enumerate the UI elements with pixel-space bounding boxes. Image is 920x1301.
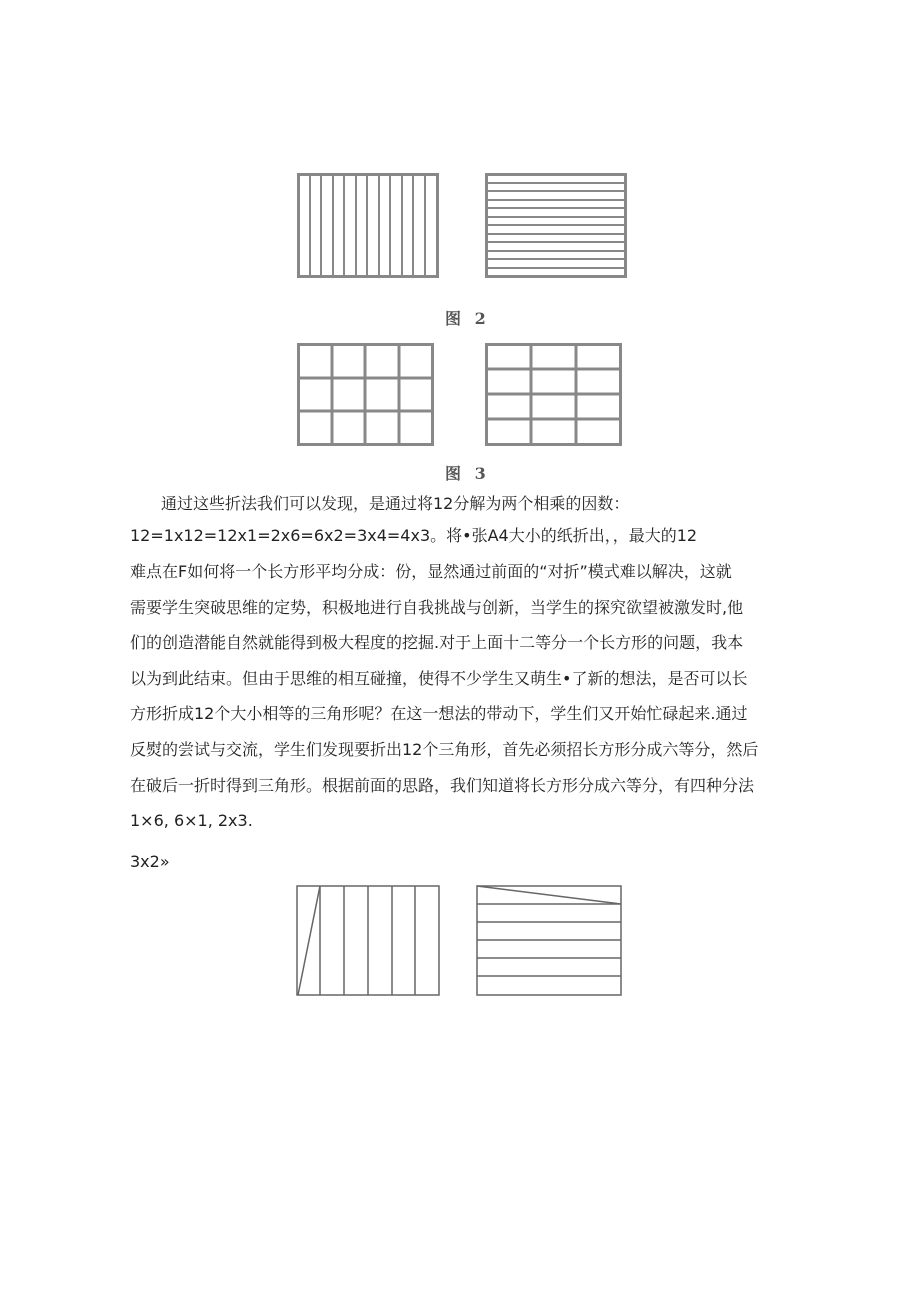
figure-2-horizontal-folds xyxy=(485,173,627,278)
grid-4-columns-3-rows-diagram xyxy=(297,343,434,446)
vertical-6-strips-diagonal-diagram xyxy=(296,885,440,996)
paragraph-line-2: 12=1x12=12x1=2x6=6x2=3x4=4x3。将•张A4大小的纸折出，，最大的12 xyxy=(130,526,698,545)
figure-3-grid-4x3 xyxy=(297,343,434,446)
figure-3-caption: 图 3 xyxy=(445,464,490,483)
paragraph-line-8: 反熨的尝试与交流，学生们发现要折出12个三角形，首先必须招长方形分成六等分，然后 xyxy=(130,740,759,759)
paragraph-line-9: 在破后一折时得到三角形。根据前面的思路，我们知道将长方形分成六等分，有四种分法 xyxy=(130,776,755,795)
grid-3-columns-4-rows-diagram xyxy=(485,343,622,446)
figure-2-caption: 图 2 xyxy=(445,309,490,328)
paragraph-line-1: 通过这些折法我们可以发现，是通过将12分解为两个相乘的因数： xyxy=(161,494,630,513)
horizontal-6-strips-diagonal-diagram xyxy=(476,885,622,996)
paragraph-line-3: 难点在F如何将一个长方形平均分成：份，显然通过前面的“对折”模式难以解决，这就 xyxy=(130,562,732,581)
vertical-12-strips-diagram xyxy=(297,173,439,278)
paragraph-line-10: 1×6, 6×1, 2x3. xyxy=(130,811,253,830)
horizontal-12-strips-diagram xyxy=(485,173,627,278)
figure-3-grid-3x4 xyxy=(485,343,622,446)
paragraph-line-5: 们的创造潜能自然就能得到极大程度的挖掘.对于上面十二等分一个长方形的问题，我本 xyxy=(130,633,744,652)
paragraph-line-11: 3x2» xyxy=(130,852,170,871)
paragraph-line-4: 需要学生突破思维的定势，积极地进行自我挑战与创新，当学生的探究欲望被激发时,他 xyxy=(130,598,744,617)
figure-2-vertical-folds xyxy=(297,173,439,278)
figure-6-vertical-strips-triangle xyxy=(296,885,440,996)
paragraph-line-7: 方形折成12个大小相等的三角形呢？在这一想法的带动下，学生们又开始忙碌起来.通过 xyxy=(130,704,748,723)
paragraph-line-6: 以为到此结束。但由于思维的相互碰撞，使得不少学生又萌生•了新的想法，是否可以长 xyxy=(130,669,748,688)
figure-6-horizontal-strips-triangle xyxy=(476,885,622,996)
